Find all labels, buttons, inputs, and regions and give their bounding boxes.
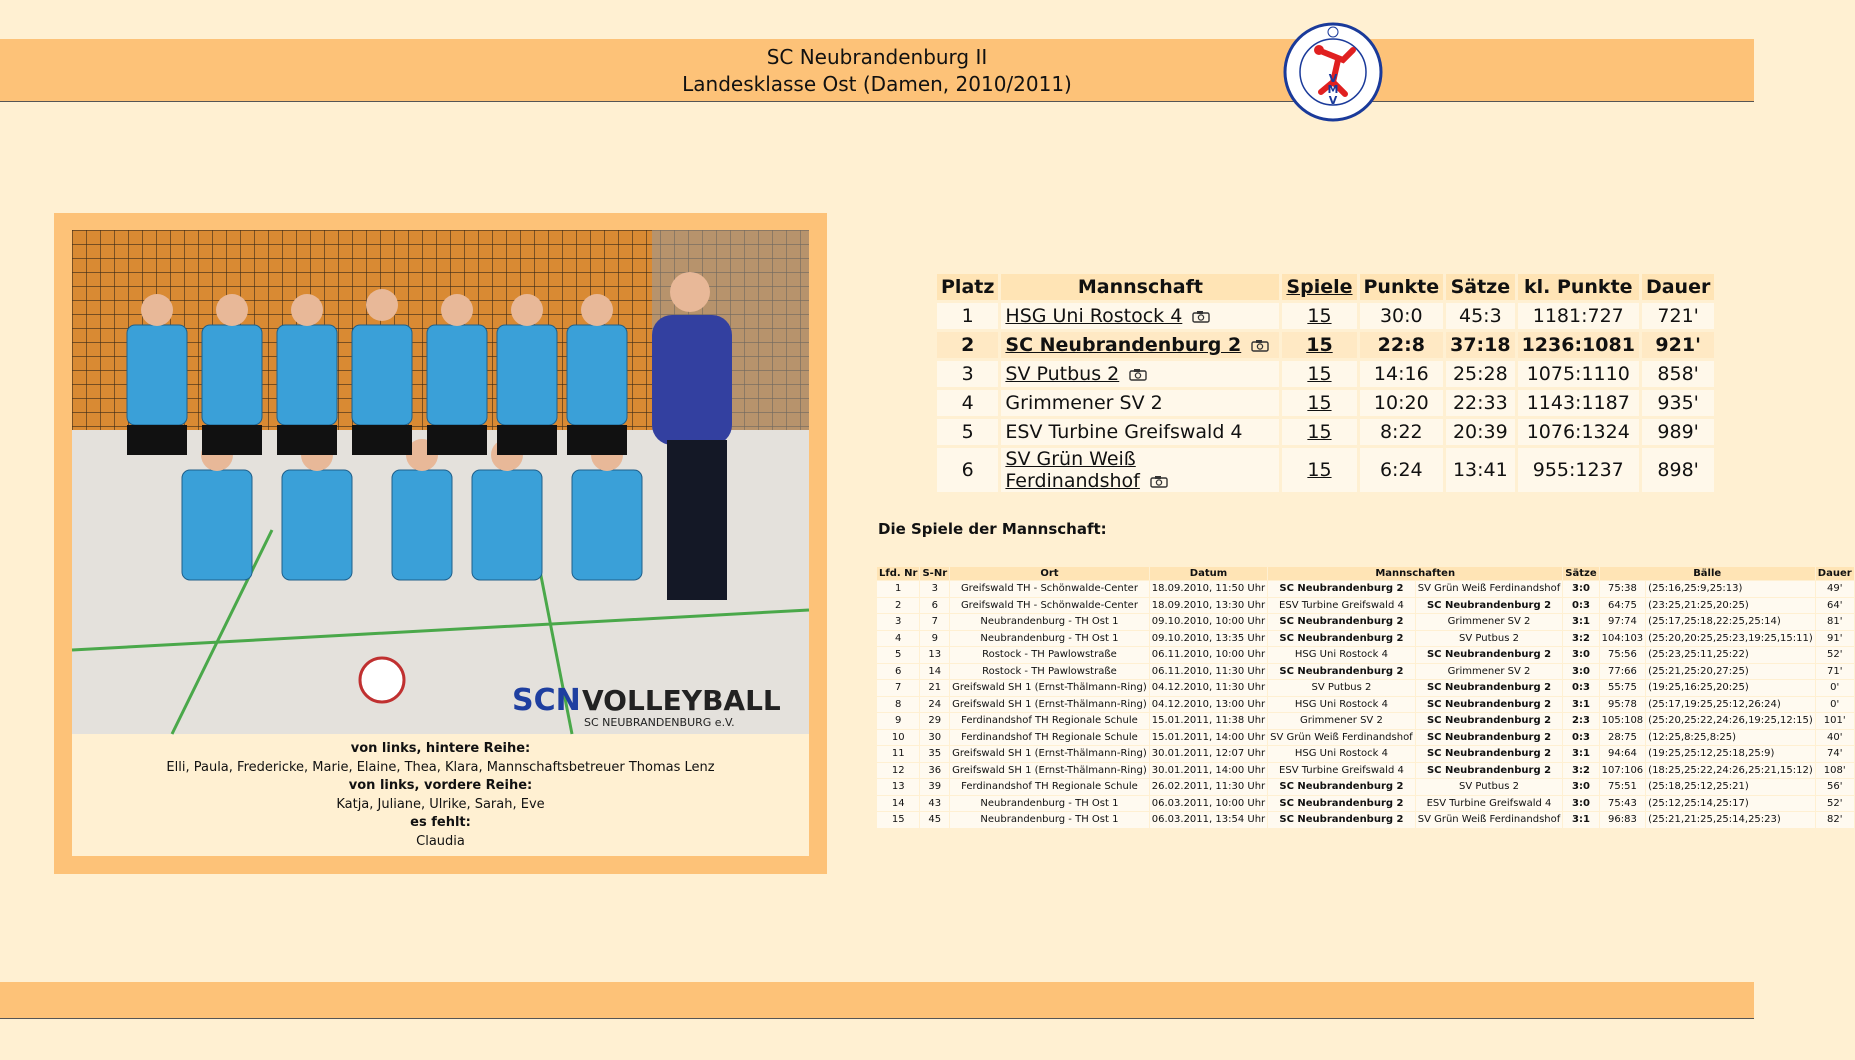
dauer-cell: 56' — [1816, 779, 1854, 795]
snr-cell: 35 — [920, 746, 949, 762]
ort-cell: Ferdinandshof TH Regionale Schule — [950, 713, 1149, 729]
snr-cell: 43 — [920, 796, 949, 812]
dauer-cell: 71' — [1816, 664, 1854, 680]
dauer-cell: 898' — [1642, 448, 1714, 492]
punkte-cell: 22:8 — [1360, 332, 1444, 358]
lfd-cell: 11 — [877, 746, 919, 762]
games-link[interactable]: 15 — [1307, 305, 1332, 327]
camera-icon[interactable] — [1251, 339, 1269, 352]
game-row — [877, 796, 1854, 812]
home-team-cell: HSG Uni Rostock 4 — [1268, 746, 1415, 762]
svg-text:VOLLEYBALL: VOLLEYBALL — [582, 684, 781, 717]
lfd-cell: 14 — [877, 796, 919, 812]
team-link[interactable]: SV Putbus 2 — [1005, 363, 1120, 385]
away-team-cell: SC Neubrandenburg 2 — [1416, 647, 1563, 663]
games-link[interactable]: 15 — [1307, 459, 1332, 481]
home-team-cell: ESV Turbine Greifswald 4 — [1268, 763, 1415, 779]
saetze-cell: 25:28 — [1446, 361, 1514, 387]
baelle-cell: 28:75 — [1600, 730, 1646, 746]
datum-cell: 06.11.2010, 11:30 Uhr — [1150, 664, 1267, 680]
platz-cell: 5 — [937, 419, 998, 445]
saetze-cell: 0:3 — [1563, 680, 1598, 696]
dauer-cell: 82' — [1816, 812, 1854, 828]
platz-cell: 3 — [937, 361, 998, 387]
away-team-cell: Grimmener SV 2 — [1416, 664, 1563, 680]
punkte-cell: 14:16 — [1360, 361, 1444, 387]
header-ort: Ort — [950, 567, 1149, 580]
games-header-row — [877, 567, 1854, 580]
dauer-cell: 52' — [1816, 796, 1854, 812]
game-row — [877, 664, 1854, 680]
team-cell — [1001, 332, 1279, 358]
header-datum: Datum — [1150, 567, 1267, 580]
snr-cell: 39 — [920, 779, 949, 795]
set-scores-cell: (25:21,25:20,27:25) — [1646, 664, 1815, 680]
lfd-cell: 15 — [877, 812, 919, 828]
team-cell — [1001, 303, 1279, 329]
kl-punkte-cell: 1236:1081 — [1518, 332, 1639, 358]
ort-cell: Greifswald TH - Schönwalde-Center — [950, 581, 1149, 597]
header-baelle: Bälle — [1600, 567, 1815, 580]
baelle-cell: 75:51 — [1600, 779, 1646, 795]
team-cell — [1001, 448, 1279, 492]
datum-cell: 15.01.2011, 14:00 Uhr — [1150, 730, 1267, 746]
snr-cell: 14 — [920, 664, 949, 680]
away-team-cell: SV Grün Weiß Ferdinandshof — [1416, 581, 1563, 597]
spiele-cell[interactable] — [1282, 448, 1356, 492]
datum-cell: 09.10.2010, 10:00 Uhr — [1150, 614, 1267, 630]
front-row-label: von links, vordere Reihe: — [348, 778, 533, 793]
team-cell — [1001, 419, 1279, 445]
home-team-cell: HSG Uni Rostock 4 — [1268, 697, 1415, 713]
dauer-cell: 101' — [1816, 713, 1854, 729]
header-kl-punkte: kl. Punkte — [1518, 274, 1639, 300]
home-team-cell: SC Neubrandenburg 2 — [1268, 796, 1415, 812]
ort-cell: Rostock - TH Pawlowstraße — [950, 647, 1149, 663]
snr-cell: 30 — [920, 730, 949, 746]
snr-cell: 24 — [920, 697, 949, 713]
set-scores-cell: (25:16,25:9,25:13) — [1646, 581, 1815, 597]
title-line-1: SC Neubrandenburg II — [766, 45, 988, 69]
baelle-cell: 75:43 — [1600, 796, 1646, 812]
team-photo-frame — [54, 213, 827, 874]
dauer-cell: 989' — [1642, 419, 1714, 445]
set-scores-cell: (25:12,25:14,25:17) — [1646, 796, 1815, 812]
datum-cell: 15.01.2011, 11:38 Uhr — [1150, 713, 1267, 729]
baelle-cell: 55:75 — [1600, 680, 1646, 696]
game-row — [877, 581, 1854, 597]
ort-cell: Neubrandenburg - TH Ost 1 — [950, 796, 1149, 812]
dauer-cell: 52' — [1816, 647, 1854, 663]
home-team-cell: SC Neubrandenburg 2 — [1268, 664, 1415, 680]
ort-cell: Greifswald SH 1 (Ernst-Thälmann-Ring) — [950, 697, 1149, 713]
team-cell — [1001, 361, 1279, 387]
team-link[interactable]: SC Neubrandenburg 2 — [1005, 334, 1242, 356]
ort-cell: Neubrandenburg - TH Ost 1 — [950, 631, 1149, 647]
standings-row — [937, 332, 1714, 358]
baelle-cell: 75:56 — [1600, 647, 1646, 663]
lfd-cell: 13 — [877, 779, 919, 795]
away-team-cell: SC Neubrandenburg 2 — [1416, 697, 1563, 713]
standings-table — [934, 271, 1717, 495]
camera-icon[interactable] — [1150, 475, 1168, 488]
saetze-cell: 2:3 — [1563, 713, 1598, 729]
punkte-cell: 30:0 — [1360, 303, 1444, 329]
kl-punkte-cell: 1143:1187 — [1518, 390, 1639, 416]
away-team-cell: Grimmener SV 2 — [1416, 614, 1563, 630]
svg-text:M: M — [1327, 83, 1339, 96]
home-team-cell: SV Grün Weiß Ferdinandshof — [1268, 730, 1415, 746]
spiele-cell[interactable] — [1282, 419, 1356, 445]
team-link[interactable]: SV Grün Weiß Ferdinandshof — [1005, 448, 1140, 492]
dauer-cell: 49' — [1816, 581, 1854, 597]
baelle-cell: 77:66 — [1600, 664, 1646, 680]
spiele-cell[interactable] — [1282, 390, 1356, 416]
home-team-cell: Grimmener SV 2 — [1268, 713, 1415, 729]
baelle-cell: 75:38 — [1600, 581, 1646, 597]
home-team-cell: SC Neubrandenburg 2 — [1268, 581, 1415, 597]
saetze-cell: 20:39 — [1446, 419, 1514, 445]
team-name: ESV Turbine Greifswald 4 — [1005, 421, 1243, 443]
away-team-cell: SC Neubrandenburg 2 — [1416, 730, 1563, 746]
team-photo — [72, 230, 809, 734]
snr-cell: 36 — [920, 763, 949, 779]
away-team-cell: SC Neubrandenburg 2 — [1416, 746, 1563, 762]
away-team-cell: SC Neubrandenburg 2 — [1416, 763, 1563, 779]
ort-cell: Greifswald SH 1 (Ernst-Thälmann-Ring) — [950, 680, 1149, 696]
snr-cell: 6 — [920, 598, 949, 614]
back-row-label: von links, hintere Reihe: — [350, 741, 531, 756]
spiele-cell[interactable] — [1282, 332, 1356, 358]
kl-punkte-cell: 1075:1110 — [1518, 361, 1639, 387]
set-scores-cell: (25:17,25:18,22:25,25:14) — [1646, 614, 1815, 630]
svg-text:V: V — [1328, 72, 1338, 85]
away-team-cell: SV Grün Weiß Ferdinandshof — [1416, 812, 1563, 828]
set-scores-cell: (25:20,25:22,24:26,19:25,12:15) — [1646, 713, 1815, 729]
standings-row — [937, 361, 1714, 387]
saetze-cell: 13:41 — [1446, 448, 1514, 492]
saetze-cell: 0:3 — [1563, 598, 1598, 614]
header-spiele[interactable] — [1282, 274, 1356, 300]
team-name: Grimmener SV 2 — [1005, 392, 1163, 414]
lfd-cell: 10 — [877, 730, 919, 746]
lfd-cell: 9 — [877, 713, 919, 729]
set-scores-cell: (25:20,20:25,25:23,19:25,15:11) — [1646, 631, 1815, 647]
game-row — [877, 779, 1854, 795]
ort-cell: Neubrandenburg - TH Ost 1 — [950, 614, 1149, 630]
set-scores-cell: (25:17,19:25,25:12,26:24) — [1646, 697, 1815, 713]
saetze-cell: 3:0 — [1563, 779, 1598, 795]
game-row — [877, 713, 1854, 729]
home-team-cell: SV Putbus 2 — [1268, 680, 1415, 696]
snr-cell: 21 — [920, 680, 949, 696]
game-row — [877, 631, 1854, 647]
svg-text:V: V — [1328, 94, 1338, 107]
platz-cell: 6 — [937, 448, 998, 492]
header-dauer: Dauer — [1817, 568, 1852, 579]
set-scores-cell: (19:25,25:12,25:18,25:9) — [1646, 746, 1815, 762]
saetze-cell: 22:33 — [1446, 390, 1514, 416]
punkte-cell: 6:24 — [1360, 448, 1444, 492]
ort-cell: Ferdinandshof TH Regionale Schule — [950, 730, 1149, 746]
dauer-cell: 64' — [1816, 598, 1854, 614]
kl-punkte-cell: 1181:727 — [1518, 303, 1639, 329]
footer-band — [0, 982, 1754, 1019]
away-team-cell: SC Neubrandenburg 2 — [1416, 680, 1563, 696]
header-dauer: Dauer — [1642, 274, 1714, 300]
header-mannschaften: Mannschaften — [1268, 567, 1562, 580]
ort-cell: Greifswald TH - Schönwalde-Center — [950, 598, 1149, 614]
dauer-cell: 0' — [1816, 680, 1854, 696]
home-team-cell: SC Neubrandenburg 2 — [1268, 812, 1415, 828]
datum-cell: 18.09.2010, 13:30 Uhr — [1150, 598, 1267, 614]
lfd-cell: 3 — [877, 614, 919, 630]
camera-icon[interactable] — [1129, 368, 1147, 381]
saetze-cell: 3:1 — [1563, 697, 1598, 713]
home-team-cell: ESV Turbine Greifswald 4 — [1268, 598, 1415, 614]
kl-punkte-cell: 955:1237 — [1518, 448, 1639, 492]
lfd-cell: 6 — [877, 664, 919, 680]
game-row — [877, 763, 1854, 779]
snr-cell: 9 — [920, 631, 949, 647]
photo-caption — [72, 740, 809, 851]
lfd-cell: 12 — [877, 763, 919, 779]
ort-cell: Greifswald SH 1 (Ernst-Thälmann-Ring) — [950, 763, 1149, 779]
platz-cell: 1 — [937, 303, 998, 329]
set-scores-cell: (18:25,25:22,24:26,25:21,15:12) — [1646, 763, 1815, 779]
home-team-cell: SC Neubrandenburg 2 — [1268, 614, 1415, 630]
standings-row — [937, 390, 1714, 416]
datum-cell: 04.12.2010, 11:30 Uhr — [1150, 680, 1267, 696]
game-row — [877, 614, 1854, 630]
dauer-cell: 81' — [1816, 614, 1854, 630]
baelle-cell: 104:103 — [1600, 631, 1646, 647]
games-section-title: Die Spiele der Mannschaft: — [878, 520, 1107, 538]
dauer-cell: 0' — [1816, 697, 1854, 713]
lfd-cell: 8 — [877, 697, 919, 713]
ort-cell: Greifswald SH 1 (Ernst-Thälmann-Ring) — [950, 746, 1149, 762]
front-row-names: Katja, Juliane, Ulrike, Sarah, Eve — [336, 796, 545, 812]
saetze-cell: 37:18 — [1446, 332, 1514, 358]
snr-cell: 3 — [920, 581, 949, 597]
standings-row — [937, 303, 1714, 329]
platz-cell: 2 — [937, 332, 998, 358]
standings-header-row — [937, 274, 1714, 300]
header-snr: S-Nr — [922, 568, 948, 579]
punkte-cell: 10:20 — [1360, 390, 1444, 416]
away-team-cell: SV Putbus 2 — [1416, 631, 1563, 647]
standings-row — [937, 419, 1714, 445]
set-scores-cell: (25:21,21:25,25:14,25:23) — [1646, 812, 1815, 828]
dauer-cell: 935' — [1642, 390, 1714, 416]
away-team-cell: ESV Turbine Greifswald 4 — [1416, 796, 1563, 812]
dauer-cell: 858' — [1642, 361, 1714, 387]
games-link[interactable]: 15 — [1306, 334, 1333, 356]
dauer-cell: 74' — [1816, 746, 1854, 762]
game-row — [877, 730, 1854, 746]
header-mannschaft: Mannschaft — [1001, 274, 1279, 300]
title-line-2: Landesklasse Ost (Damen, 2010/2011) — [682, 72, 1072, 96]
snr-cell: 7 — [920, 614, 949, 630]
set-scores-cell: (25:23,25:11,25:22) — [1646, 647, 1815, 663]
team-link[interactable]: HSG Uni Rostock 4 — [1005, 305, 1183, 327]
dauer-cell: 91' — [1816, 631, 1854, 647]
saetze-cell: 3:2 — [1563, 763, 1598, 779]
game-row — [877, 812, 1854, 828]
away-team-cell: SC Neubrandenburg 2 — [1416, 598, 1563, 614]
datum-cell: 26.02.2011, 11:30 Uhr — [1150, 779, 1267, 795]
game-row — [877, 598, 1854, 614]
team-photo-panel — [72, 230, 809, 856]
datum-cell: 30.01.2011, 12:07 Uhr — [1150, 746, 1267, 762]
volleyball-federation-logo-icon — [1283, 22, 1383, 122]
saetze-cell: 3:0 — [1563, 664, 1598, 680]
ort-cell: Ferdinandshof TH Regionale Schule — [950, 779, 1149, 795]
snr-cell: 45 — [920, 812, 949, 828]
saetze-cell: 3:1 — [1563, 812, 1598, 828]
lfd-cell: 4 — [877, 631, 919, 647]
back-row-names: Elli, Paula, Fredericke, Marie, Elaine, Thea, Klara, Mannschaftsbetreuer Thomas Lenz — [166, 759, 715, 775]
dauer-cell: 40' — [1816, 730, 1854, 746]
dauer-cell: 721' — [1642, 303, 1714, 329]
games-link[interactable]: 15 — [1307, 421, 1332, 443]
games-table — [876, 566, 1855, 829]
ort-cell: Neubrandenburg - TH Ost 1 — [950, 812, 1149, 828]
set-scores-cell: (23:25,21:25,20:25) — [1646, 598, 1815, 614]
team-cell — [1001, 390, 1279, 416]
svg-text:SC NEUBRANDENBURG e.V.: SC NEUBRANDENBURG e.V. — [584, 716, 735, 729]
datum-cell: 06.03.2011, 10:00 Uhr — [1150, 796, 1267, 812]
game-row — [877, 647, 1854, 663]
datum-cell: 06.11.2010, 10:00 Uhr — [1150, 647, 1267, 663]
standings-row — [937, 448, 1714, 492]
baelle-cell: 105:108 — [1600, 713, 1646, 729]
away-team-cell: SV Putbus 2 — [1416, 779, 1563, 795]
page-title — [0, 44, 1754, 98]
dauer-cell: 921' — [1642, 332, 1714, 358]
home-team-cell: SC Neubrandenburg 2 — [1268, 631, 1415, 647]
svg-text:SCN: SCN — [512, 683, 581, 718]
games-link[interactable]: 15 — [1307, 363, 1332, 385]
saetze-cell: 45:3 — [1446, 303, 1514, 329]
lfd-cell: 7 — [877, 680, 919, 696]
spiele-cell[interactable] — [1282, 361, 1356, 387]
punkte-cell: 8:22 — [1360, 419, 1444, 445]
lfd-cell: 5 — [877, 647, 919, 663]
dauer-cell: 108' — [1816, 763, 1854, 779]
datum-cell: 06.03.2011, 13:54 Uhr — [1150, 812, 1267, 828]
snr-cell: 29 — [920, 713, 949, 729]
saetze-cell: 3:0 — [1563, 581, 1598, 597]
platz-cell: 4 — [937, 390, 998, 416]
baelle-cell: 107:106 — [1600, 763, 1646, 779]
home-team-cell: SC Neubrandenburg 2 — [1268, 779, 1415, 795]
kl-punkte-cell: 1076:1324 — [1518, 419, 1639, 445]
baelle-cell: 97:74 — [1600, 614, 1646, 630]
missing-label: es fehlt: — [410, 815, 471, 830]
header-punkte: Punkte — [1360, 274, 1444, 300]
game-row — [877, 697, 1854, 713]
datum-cell: 09.10.2010, 13:35 Uhr — [1150, 631, 1267, 647]
games-link[interactable]: 15 — [1307, 392, 1332, 414]
saetze-cell: 3:0 — [1563, 647, 1598, 663]
set-scores-cell: (25:18,25:12,25:21) — [1646, 779, 1815, 795]
snr-cell: 13 — [920, 647, 949, 663]
camera-icon[interactable] — [1192, 310, 1210, 323]
header-saetze: Sätze — [1565, 568, 1597, 579]
sort-spiele-link[interactable]: Spiele — [1286, 276, 1353, 298]
saetze-cell: 3:2 — [1563, 631, 1598, 647]
saetze-cell: 3:1 — [1563, 746, 1598, 762]
spiele-cell[interactable] — [1282, 303, 1356, 329]
header-saetze: Sätze — [1446, 274, 1514, 300]
saetze-cell: 0:3 — [1563, 730, 1598, 746]
set-scores-cell: (19:25,16:25,20:25) — [1646, 680, 1815, 696]
baelle-cell: 96:83 — [1600, 812, 1646, 828]
header-platz: Platz — [937, 274, 998, 300]
lfd-cell: 2 — [877, 598, 919, 614]
home-team-cell: HSG Uni Rostock 4 — [1268, 647, 1415, 663]
game-row — [877, 746, 1854, 762]
away-team-cell: SC Neubrandenburg 2 — [1416, 713, 1563, 729]
datum-cell: 30.01.2011, 14:00 Uhr — [1150, 763, 1267, 779]
baelle-cell: 95:78 — [1600, 697, 1646, 713]
set-scores-cell: (12:25,8:25,8:25) — [1646, 730, 1815, 746]
baelle-cell: 94:64 — [1600, 746, 1646, 762]
missing-names: Claudia — [416, 833, 465, 849]
saetze-cell: 3:0 — [1563, 796, 1598, 812]
header-lfd: Lfd. Nr — [879, 568, 918, 579]
ort-cell: Rostock - TH Pawlowstraße — [950, 664, 1149, 680]
lfd-cell: 1 — [877, 581, 919, 597]
baelle-cell: 64:75 — [1600, 598, 1646, 614]
game-row — [877, 680, 1854, 696]
saetze-cell: 3:1 — [1563, 614, 1598, 630]
datum-cell: 04.12.2010, 13:00 Uhr — [1150, 697, 1267, 713]
datum-cell: 18.09.2010, 11:50 Uhr — [1150, 581, 1267, 597]
